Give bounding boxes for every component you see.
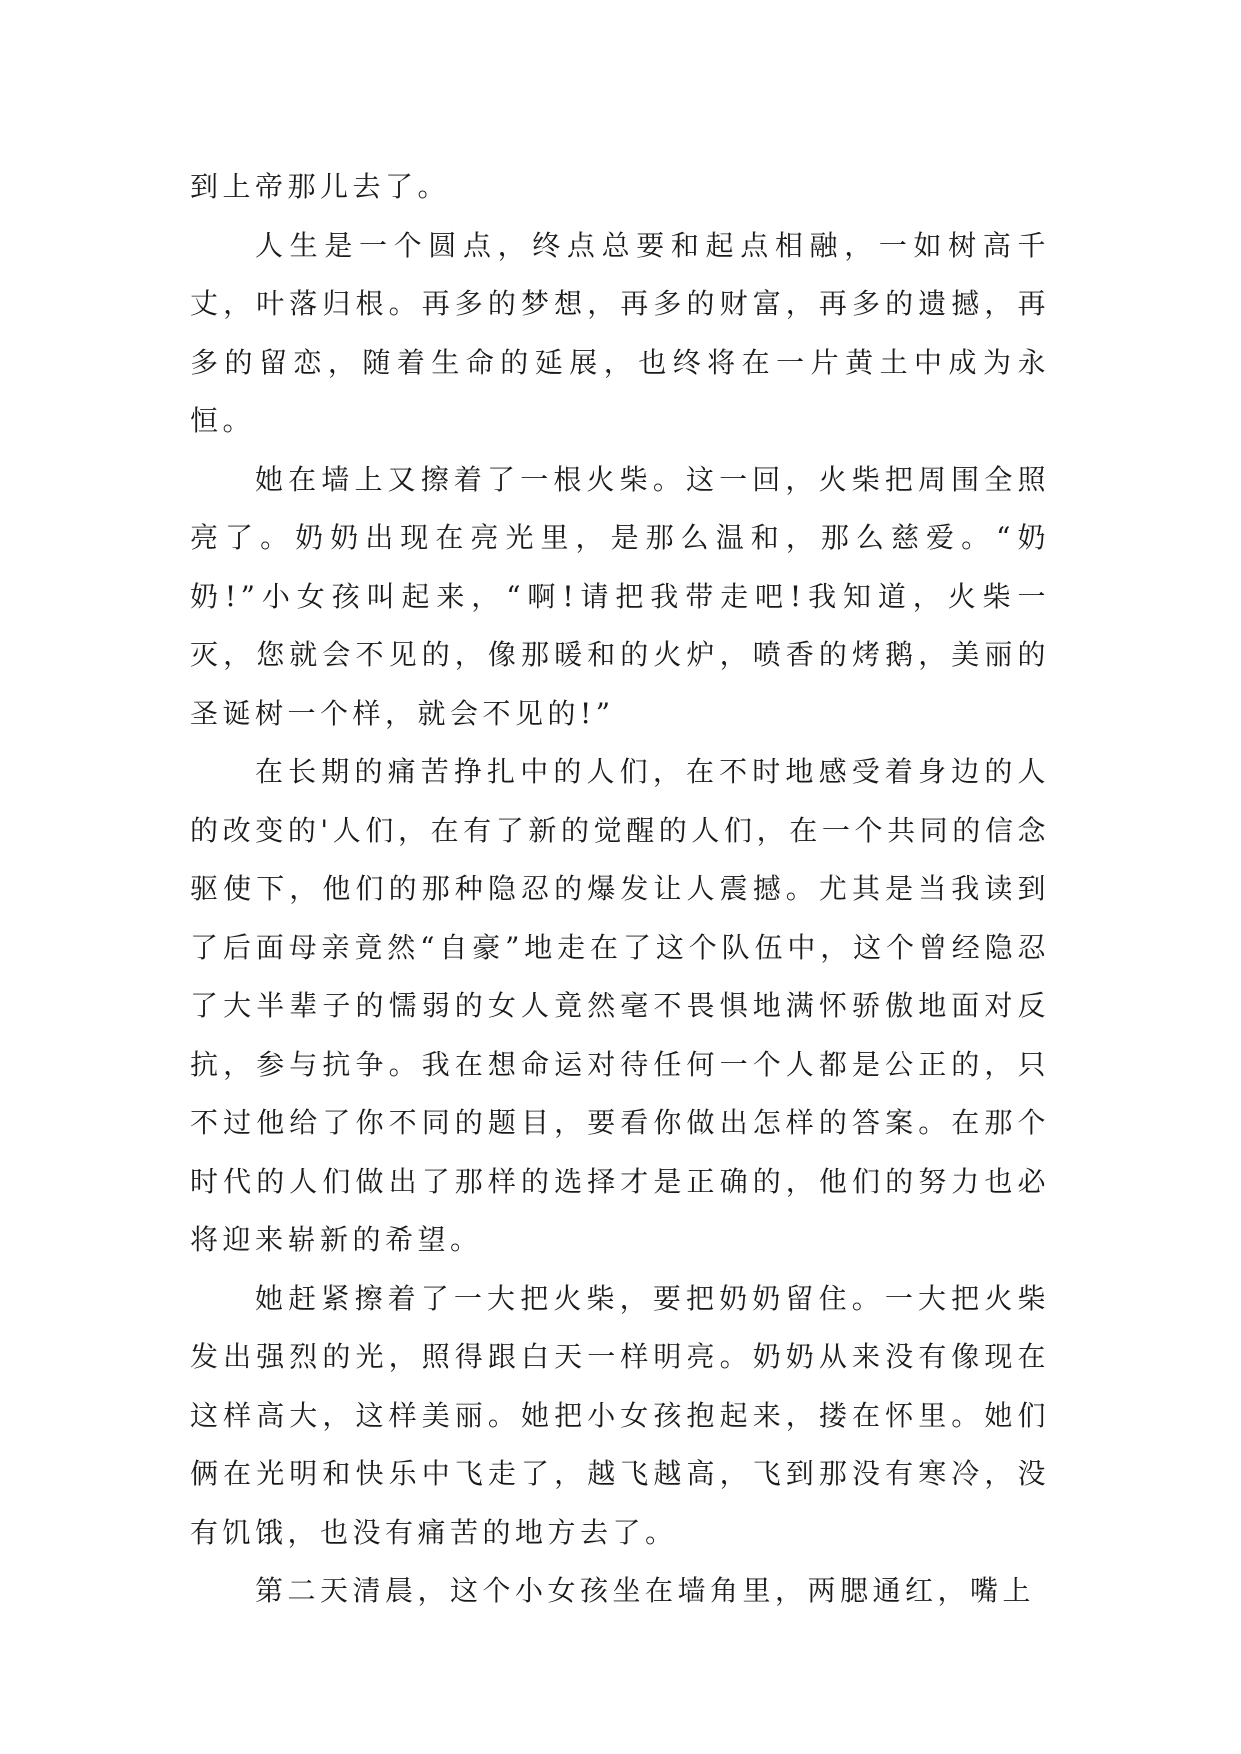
paragraph-life-circle: 人生是一个圆点，终点总要和起点相融，一如树高千丈，叶落归根。再多的梦想，再多的财富，再多的遗撼，再多的留恋，随着生命的延展，也终将在一片黄土中成为永恒。 <box>190 228 1050 437</box>
paragraph-next-morning: 第二天清晨，这个小女孩坐在墙角里，两腮通红，嘴上 <box>255 1574 1036 1607</box>
paragraph-flying-away: 她赶紧擦着了一大把火柴，要把奶奶留住。一大把火柴发出强烈的光，照得跟白天一样明亮。奶奶从来没有像现在这样高大，这样美丽。她把小女孩抱起来，搂在怀里。她们俩在光明和快乐中飞走了，越飞越高，飞到那没有寒冷，没有饥饿，也没有痛苦的地方去了。 <box>190 1281 1050 1549</box>
paragraph-reflection: 在长期的痛苦挣扎中的人们，在不时地感受着身边的人的改变的'人们，在有了新的觉醒的人们，在一个共同的信念驱使下，他们的那种隐忍的爆发让人震撼。尤其是当我读到了后面母亲竟然“自豪”地走在了这个队伍中，这个曾经隐忍了大半辈子的懦弱的女人竟然毫不畏惧地满怀骄傲地面对反抗，参与抗争。我在想命运对待任何一个人都是公正的，只不过他给了你不同的题目，要看你做出怎样的答案。在那个时代的人们做出了那样的选择才是正确的，他们的努力也必将迎来崭新的希望。 <box>190 755 1050 1256</box>
document-body <box>190 158 1050 1621</box>
paragraph-continuation: 到上帝那儿去了。 <box>190 170 451 203</box>
paragraph-grandmother-appears: 她在墙上又擦着了一根火柴。这一回，火柴把周围全照亮了。奶奶出现在亮光里，是那么温和，那么慈爱。“奶奶!”小女孩叫起来，“啊!请把我带走吧!我知道，火柴一灭，您就会不见的，像那暖和的火炉，喷香的烤鹅，美丽的圣诞树一个样，就会不见的!” <box>190 462 1050 730</box>
